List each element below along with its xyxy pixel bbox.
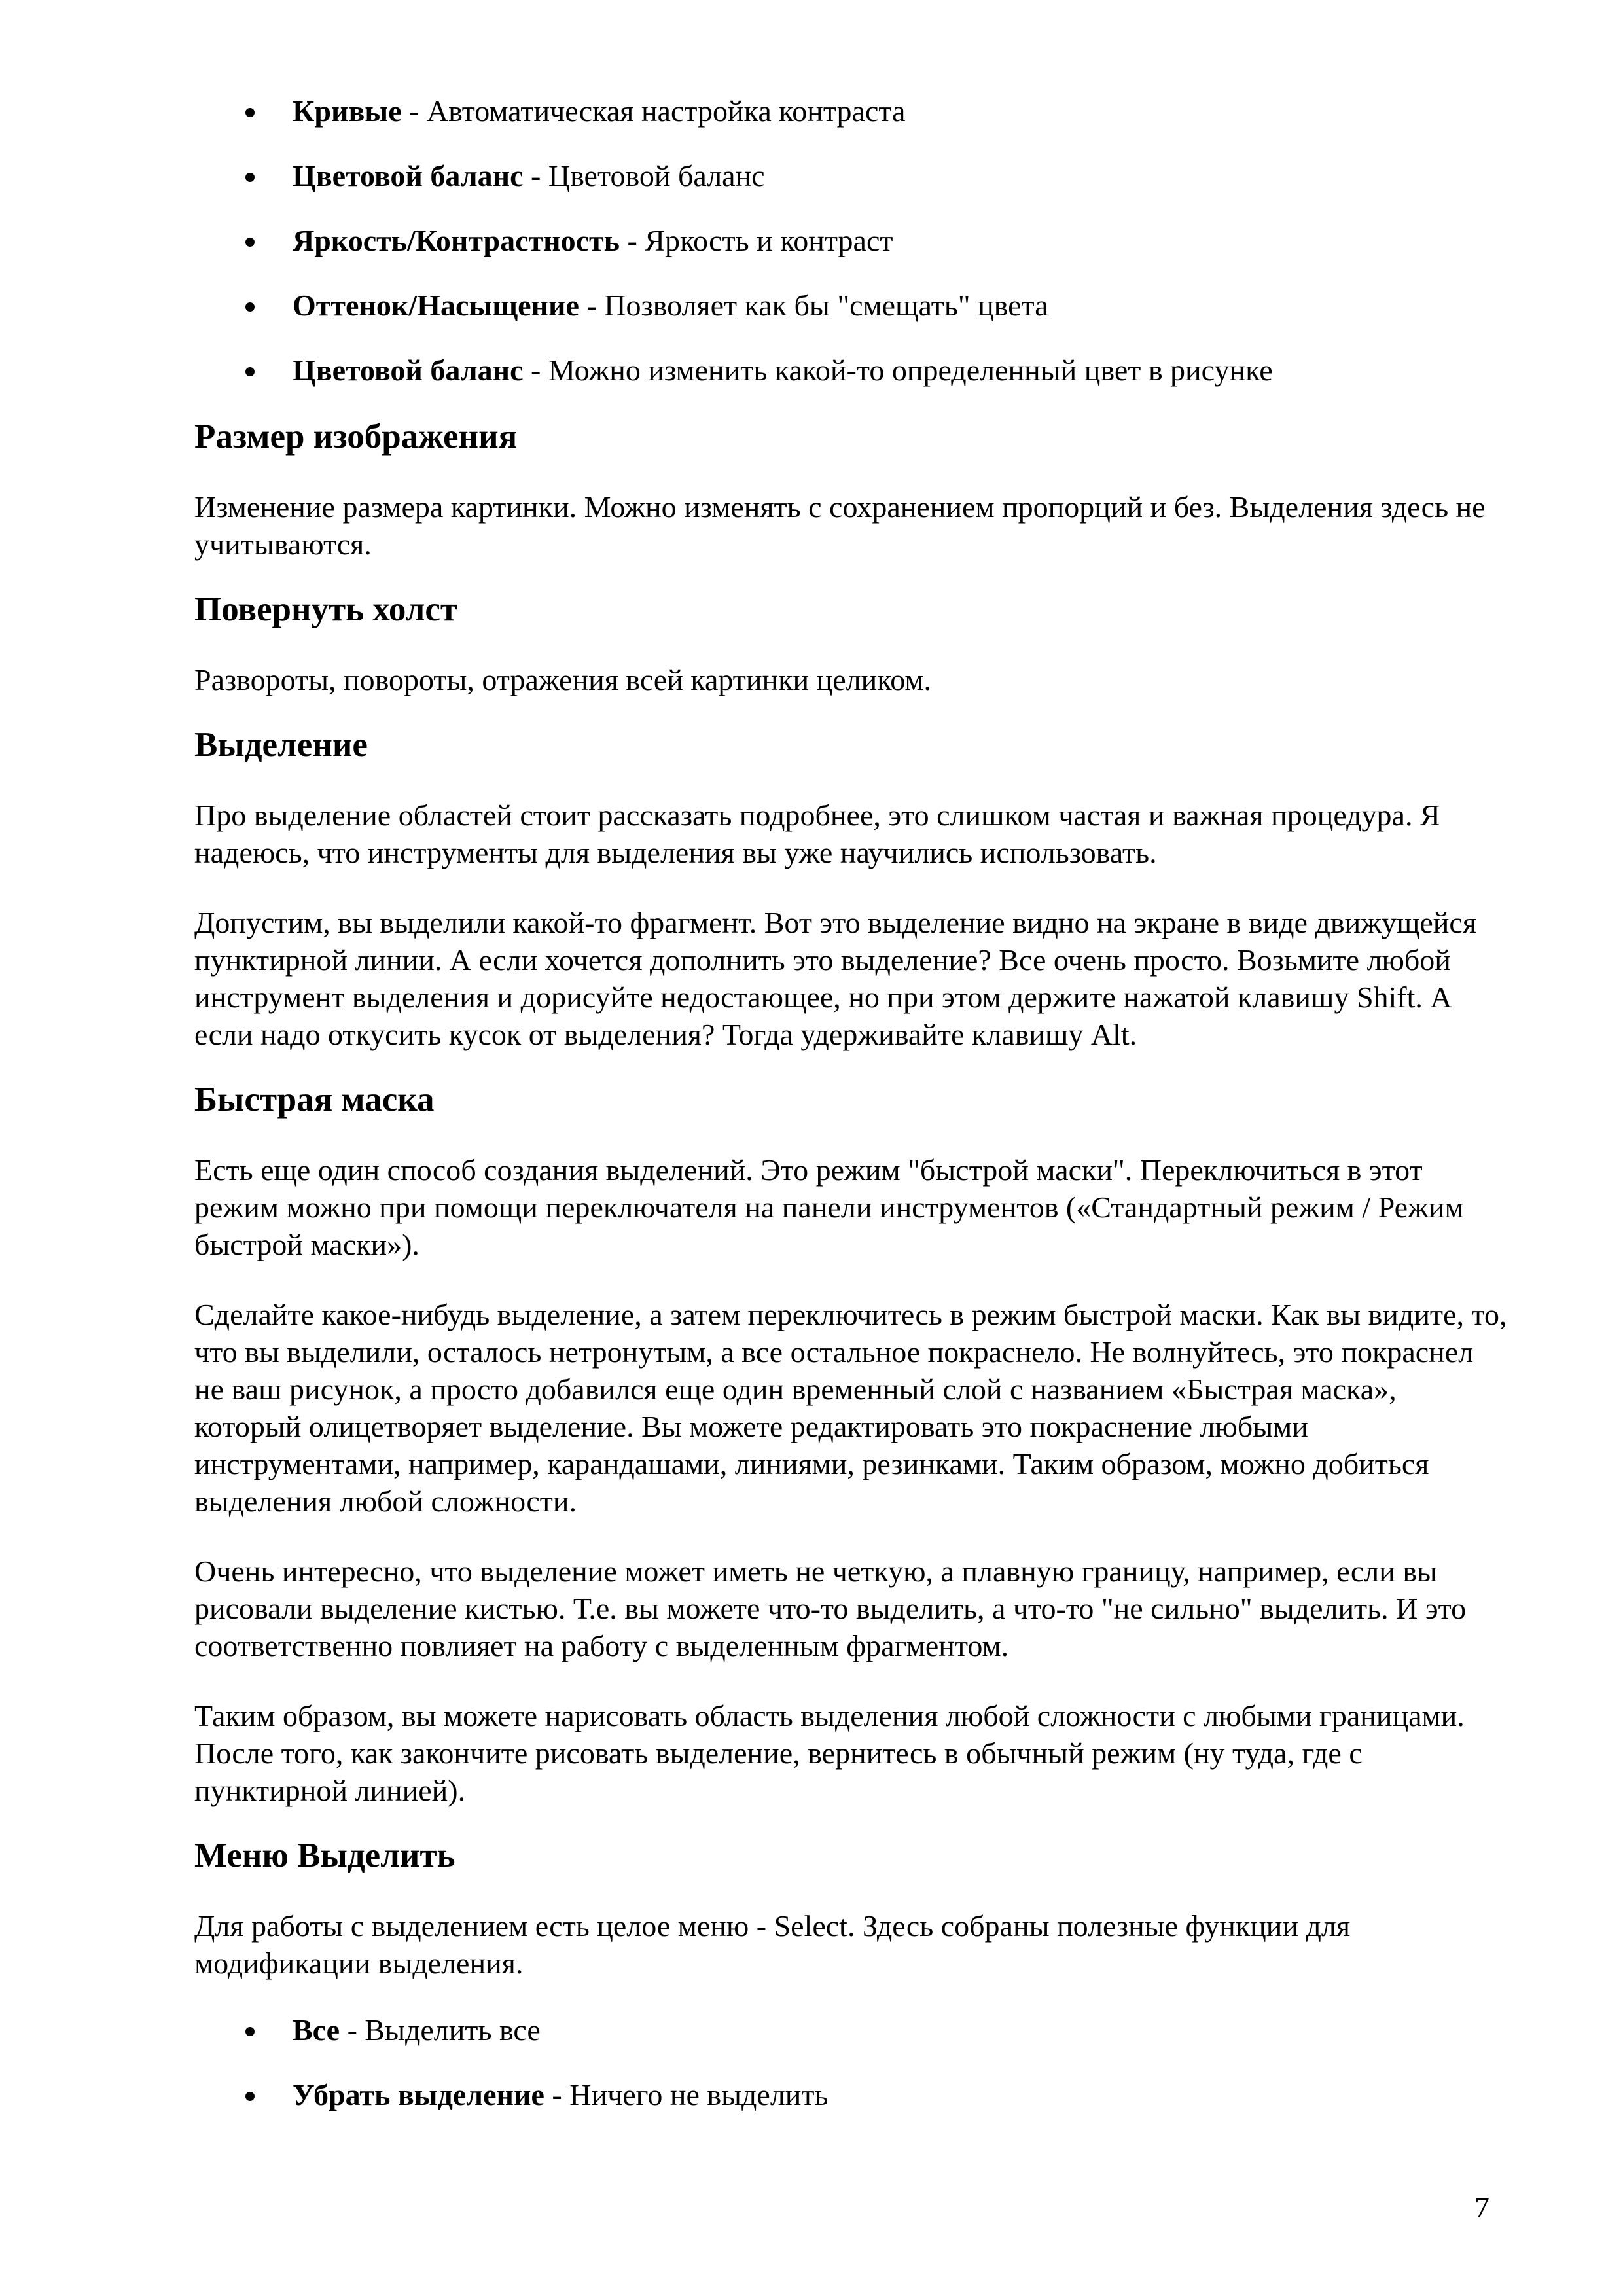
bullet-icon: [245, 173, 255, 182]
paragraph: Развороты, повороты, отражения всей картинки целиком.: [194, 663, 931, 696]
heading-image-size: Размер изображения: [194, 418, 518, 456]
heading-rotate-canvas: Повернуть холст: [194, 590, 457, 628]
bullet-icon: [245, 367, 255, 376]
list-item: Цветовой баланс - Цветовой баланс: [194, 156, 1510, 196]
heading-selection: Выделение: [194, 726, 368, 764]
paragraph: Для работы с выделением есть целое меню - Select. Здесь собраны полезные функции для модификации выделения.: [194, 1909, 1351, 1980]
paragraph: Сделайте какое-нибудь выделение, а затем переключитесь в режим быстрой маски. Как вы видите, то, что вы выделили, осталось нетронутым, а все остальное покраснело. Не волнуйтесь, это покраснел не ваш рисунок, а просто добавился еще один временный слой с названием «Быстрая маска», который олицетворяет выделение. Вы можете редактировать это покраснение любыми инструментами, например, карандашами, линиями, резинками. Таким образом, можно добиться выделения любой сложности.: [194, 1298, 1507, 1518]
bullet-icon: [245, 302, 255, 312]
paragraph: Допустим, вы выделили какой-то фрагмент. Вот это выделение видно на экране в виде движущейся пунктирной линии. А если хочется дополнить это выделение? Все очень просто. Возьмите любой инструмент выделения и дорисуйте недостающее, но при этом держите нажатой клавишу Shift. А если надо откусить кусок от выделения? Тогда удерживайте клавишу Alt.: [194, 906, 1476, 1051]
paragraph: Таким образом, вы можете нарисовать область выделения любой сложности с любыми границами. После того, как закончите рисовать выделение, вернитесь в обычный режим (ну туда, где с пунктирной линией).: [194, 1699, 1465, 1807]
page-content: [194, 92, 1510, 2115]
bullet-icon: [245, 238, 255, 247]
heading-select-menu: Меню Выделить: [194, 1837, 455, 1874]
select-menu-list: [194, 2011, 1510, 2115]
heading-quick-mask: Быстрая маска: [194, 1081, 435, 1119]
paragraph: Изменение размера картинки. Можно изменять с сохранением пропорций и без. Выделения здесь не учитываются.: [194, 490, 1486, 561]
list-item: Яркость/Контрастность - Яркость и контраст: [194, 221, 1510, 260]
list-item: Убрать выделение - Ничего не выделить: [194, 2075, 1510, 2115]
bullet-icon: [245, 2092, 255, 2101]
paragraph: Очень интересно, что выделение может иметь не четкую, а плавную границу, например, если вы рисовали выделение кистью. Т.е. вы можете что-то выделить, а что-то "не сильно" выделить. И это соответственно повлияет на работу с выделенным фрагментом.: [194, 1554, 1467, 1662]
adjustments-list: [194, 92, 1510, 390]
list-item: Цветовой баланс - Можно изменить какой-то определенный цвет в рисунке: [194, 351, 1510, 390]
list-item: Все - Выделить все: [194, 2011, 1510, 2050]
page-number: 7: [1474, 2191, 1489, 2224]
paragraph: Про выделение областей стоит рассказать подробнее, это слишком частая и важная процедура. Я надеюсь, что инструменты для выделения вы уже научились использовать.: [194, 798, 1440, 869]
paragraph: Есть еще один способ создания выделений. Это режим "быстрой маски". Переключиться в этот режим можно при помощи переключателя на панели инструментов («Стандартный режим / Режим быстрой маски»).: [194, 1153, 1464, 1261]
list-item: Кривые - Автоматическая настройка контраста: [194, 92, 1510, 131]
list-item: Оттенок/Насыщение - Позволяет как бы "смещать" цвета: [194, 286, 1510, 325]
bullet-icon: [245, 2027, 255, 2036]
bullet-icon: [245, 108, 255, 117]
